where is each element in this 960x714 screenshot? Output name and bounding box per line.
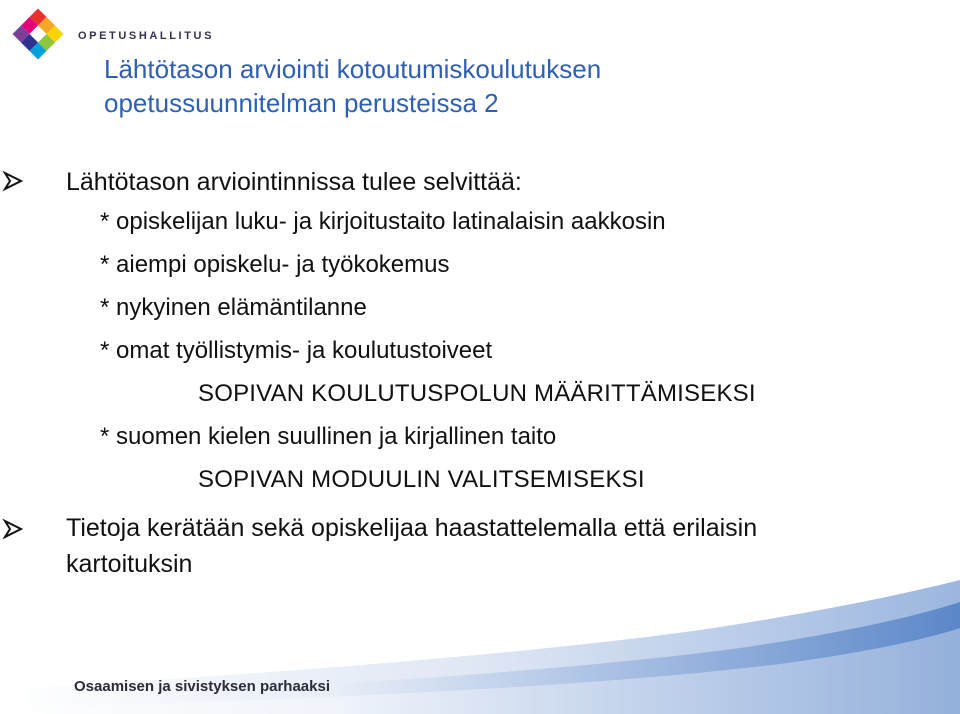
list-item: * suomen kielen suullinen ja kirjallinen taito [100,423,557,450]
bullet-1-text: Lähtötason arviointinnissa tulee selvittää: [66,168,522,196]
list-item: * nykyinen elämäntilanne [100,294,367,321]
emphasis-text: SOPIVAN MODUULIN VALITSEMISEKSI [198,466,645,493]
list-item: * opiskelijan luku- ja kirjoitustaito latinalaisin aakkosin [100,208,666,235]
arrow-bullet-icon [2,518,24,540]
emphasis-text: SOPIVAN KOULUTUSPOLUN MÄÄRITTÄMISEKSI [198,380,756,407]
bullet-2-text-line-1: Tietoja kerätään sekä opiskelijaa haastattelemalla että erilaisin [66,514,758,542]
org-name: OPETUSHALLITUS [78,30,215,42]
arrow-bullet-icon [2,170,24,192]
slide-title-line-1: Lähtötason arviointi kotoutumiskoulutuksen [104,54,602,84]
footer-slogan: Osaamisen ja sivistyksen parhaaksi [74,678,330,695]
slide-title-line-2: opetussuunnitelman perusteissa 2 [104,88,499,118]
list-item: * omat työllistymis- ja koulutustoiveet [100,337,493,364]
opetushallitus-logo-icon [8,6,68,62]
slide-title [104,52,924,120]
list-item: * aiempi opiskelu- ja työkokemus [100,251,450,278]
bullet-2-text-line-2: kartoituksin [66,550,193,578]
